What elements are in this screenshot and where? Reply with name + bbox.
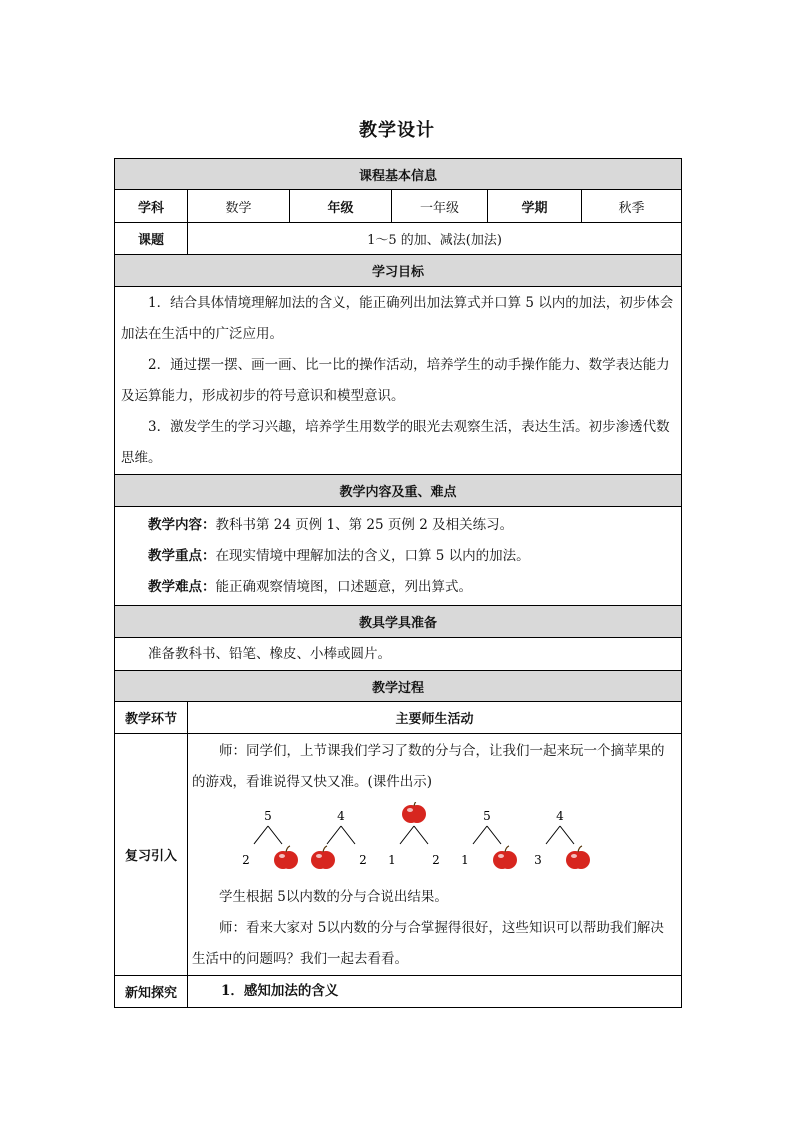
process-col-stage: 教学环节 — [115, 702, 188, 734]
subject-value: 数学 — [188, 190, 290, 223]
tree-3-top-apple — [402, 802, 426, 823]
tree-4-right-apple — [493, 846, 517, 869]
objective-2: 2．通过摆一摆、画一画、比一比的操作活动，培养学生的动手操作能力、数学表达能力及运算能力，形成初步的符号意识和模型意识。 — [121, 357, 670, 404]
section-process: 教学过程 — [115, 671, 682, 702]
tools-text: 准备教科书、铅笔、橡皮、小棒或圆片。 — [148, 645, 391, 662]
tree-1-left-number: 2 — [242, 853, 250, 867]
subject-label: 学科 — [115, 190, 188, 223]
review-label: 复习引入 — [115, 734, 188, 976]
term-label: 学期 — [488, 190, 582, 223]
grade-label: 年级 — [290, 190, 392, 223]
tree-3-right-number: 2 — [432, 853, 440, 867]
objective-3: 3．激发学生的学习兴趣，培养学生用数学的眼光去观察生活，表达生活。初步渗透代数思维。 — [121, 419, 670, 466]
tree-3-left-branch — [400, 826, 414, 844]
new-knowledge-item: 1．感知加法的含义 — [221, 983, 339, 999]
tree-2-left-branch — [327, 826, 341, 844]
section-basic-info: 课程基本信息 — [115, 159, 682, 190]
review-p2: 学生根据 5以内数的分与合说出结果。 — [219, 889, 448, 905]
tree-5-left-branch — [546, 826, 560, 844]
section-content: 教学内容及重、难点 — [115, 475, 682, 507]
process-col-activity: 主要师生活动 — [188, 702, 682, 734]
topic-value: 1～5 的加、减法(加法) — [188, 223, 682, 255]
review-p1: 师：同学们，上节课我们学习了数的分与合，让我们一起来玩一个摘苹果的的游戏，看谁说得又快又准。(课件出示) — [192, 743, 665, 790]
tree-2-left-apple — [311, 846, 335, 869]
objective-1: 1．结合具体情境理解加法的含义，能正确列出加法算式并口算 5 以内的加法，初步体会加法在生活中的广泛应用。 — [121, 295, 674, 342]
tree-2-top-number: 4 — [337, 809, 345, 823]
key-line — [115, 541, 681, 572]
review-p3: 师：看来大家对 5以内数的分与合掌握得很好，这些知识可以帮助我们解决生活中的问题吗？我们一起去看看。 — [192, 920, 664, 967]
key-label: 教学重点： — [148, 548, 216, 564]
tree-4-left-number: 1 — [461, 853, 469, 867]
term-value: 秋季 — [582, 190, 682, 223]
tree-5-left-number: 3 — [534, 853, 542, 867]
grade-value: 一年级 — [392, 190, 488, 223]
tree-5-right-apple — [566, 846, 590, 869]
lesson-plan-table — [114, 158, 682, 1008]
difficulty-text: 能正确观察情境图，口述题意，列出算式。 — [215, 579, 472, 595]
content-label: 教学内容： — [148, 517, 216, 533]
page-title: 教学设计 — [359, 120, 435, 141]
difficulty-label: 教学难点： — [148, 579, 216, 595]
new-knowledge-cell — [188, 976, 682, 1008]
tree-3-right-branch — [414, 826, 428, 844]
content-line — [115, 510, 681, 541]
objectives-cell — [115, 287, 682, 475]
tree-5-right-branch — [560, 826, 574, 844]
tree-1-left-branch — [254, 826, 268, 844]
new-knowledge-label: 新知探究 — [115, 976, 188, 1008]
tree-1-right-apple — [274, 846, 298, 869]
tree-3-left-number: 1 — [388, 853, 396, 867]
content-cell — [115, 507, 682, 606]
tree-2-right-branch — [341, 826, 355, 844]
topic-label: 课题 — [115, 223, 188, 255]
review-cell — [188, 734, 682, 976]
content-text: 教科书第 24 页例 1、第 25 页例 2 及相关练习。 — [215, 517, 514, 533]
tools-cell — [115, 638, 682, 671]
tree-1-right-branch — [268, 826, 282, 844]
difficulty-line — [115, 572, 681, 603]
tree-4-top-number: 5 — [483, 809, 491, 823]
tree-4-right-branch — [487, 826, 501, 844]
key-text: 在现实情境中理解加法的含义，口算 5 以内的加法。 — [215, 548, 530, 564]
tree-2-right-number: 2 — [359, 853, 367, 867]
section-objectives: 学习目标 — [115, 255, 682, 287]
section-tools: 教具学具准备 — [115, 606, 682, 638]
tree-5-top-number: 4 — [556, 809, 564, 823]
apple-tree-diagram — [192, 802, 672, 882]
tree-1-top-number: 5 — [264, 809, 272, 823]
tree-4-left-branch — [473, 826, 487, 844]
